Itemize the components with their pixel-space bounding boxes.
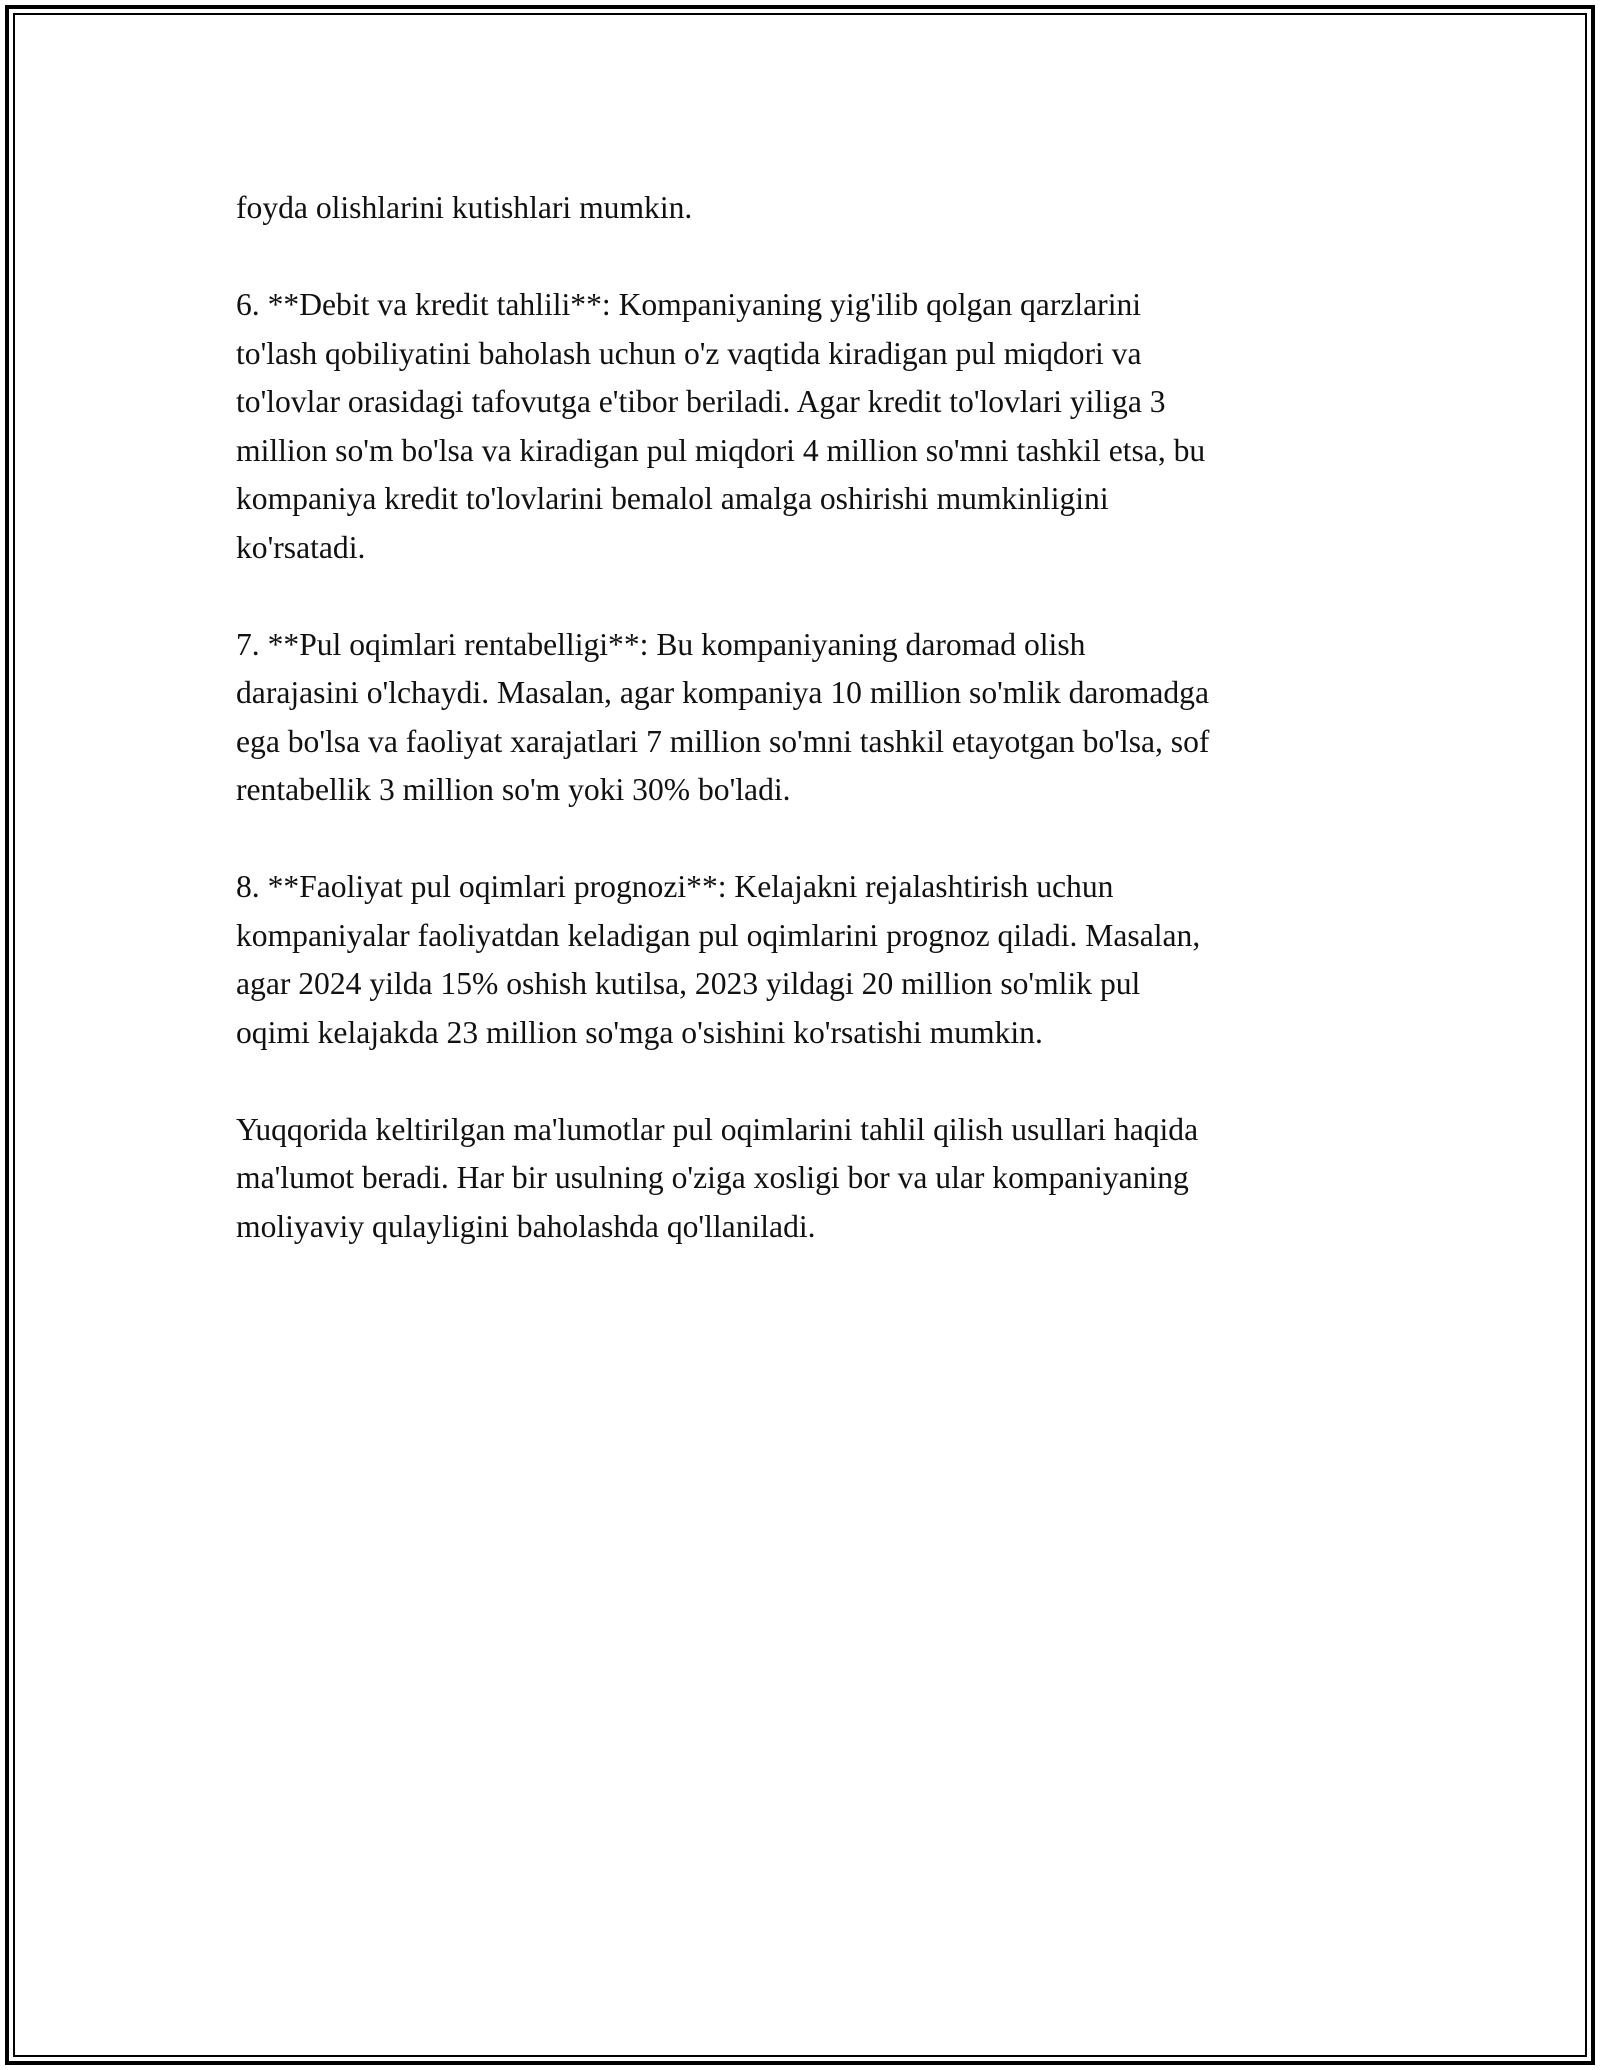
document-body	[236, 184, 1376, 1300]
paragraph-continuation: foyda olishlarini kutishlari mumkin.	[236, 190, 693, 225]
paragraph-cash-flow-profitability: 7. **Pul oqimlari rentabelligi**: Bu kompaniyaning daromad olish darajasini o'lchaydi. Masalan, agar kompaniya 10 million so'mlik daromadga ega bo'lsa va faoliyat xarajatlari 7 million so'mni tashkil etayotgan bo'lsa, sof rentabellik 3 million so'm yoki 30% bo'ladi.	[236, 626, 1210, 807]
paragraph-cash-flow-forecast: 8. **Faoliyat pul oqimlari prognozi**: Kelajakni rejalashtirish uchun kompaniyalar faoliyatdan keladigan pul oqimlarini prognoz qiladi. Masalan, agar 2024 yilda 15% oshish kutilsa, 2023 yildagi 20 million so'mlik pul oqimi kelajakda 23 million so'mga o'sishini ko'rsatishi mumkin.	[236, 869, 1201, 1050]
paragraph-debit-credit-analysis: 6. **Debit va kredit tahlili**: Kompaniyaning yig'ilib qolgan qarzlarini to'lash qobiliyatini baholash uchun o'z vaqtida kiradigan pul miqdori va to'lovlar orasidagi tafovutga e'tibor beriladi. Agar kredit to'lovlari yiliga 3 million so'm bo'lsa va kiradigan pul miqdori 4 million so'mni tashkil etsa, bu kompaniya kredit to'lovlarini bemalol amalga oshirishi mumkinligini ko'rsatadi.	[236, 287, 1206, 565]
paragraph-conclusion: Yuqqorida keltirilgan ma'lumotlar pul oqimlarini tahlil qilish usullari haqida ma'lumot beradi. Har bir usulning o'ziga xosligi bor va ular kompaniyaning moliyaviy qulayligini baholashda qo'llaniladi.	[236, 1111, 1199, 1244]
